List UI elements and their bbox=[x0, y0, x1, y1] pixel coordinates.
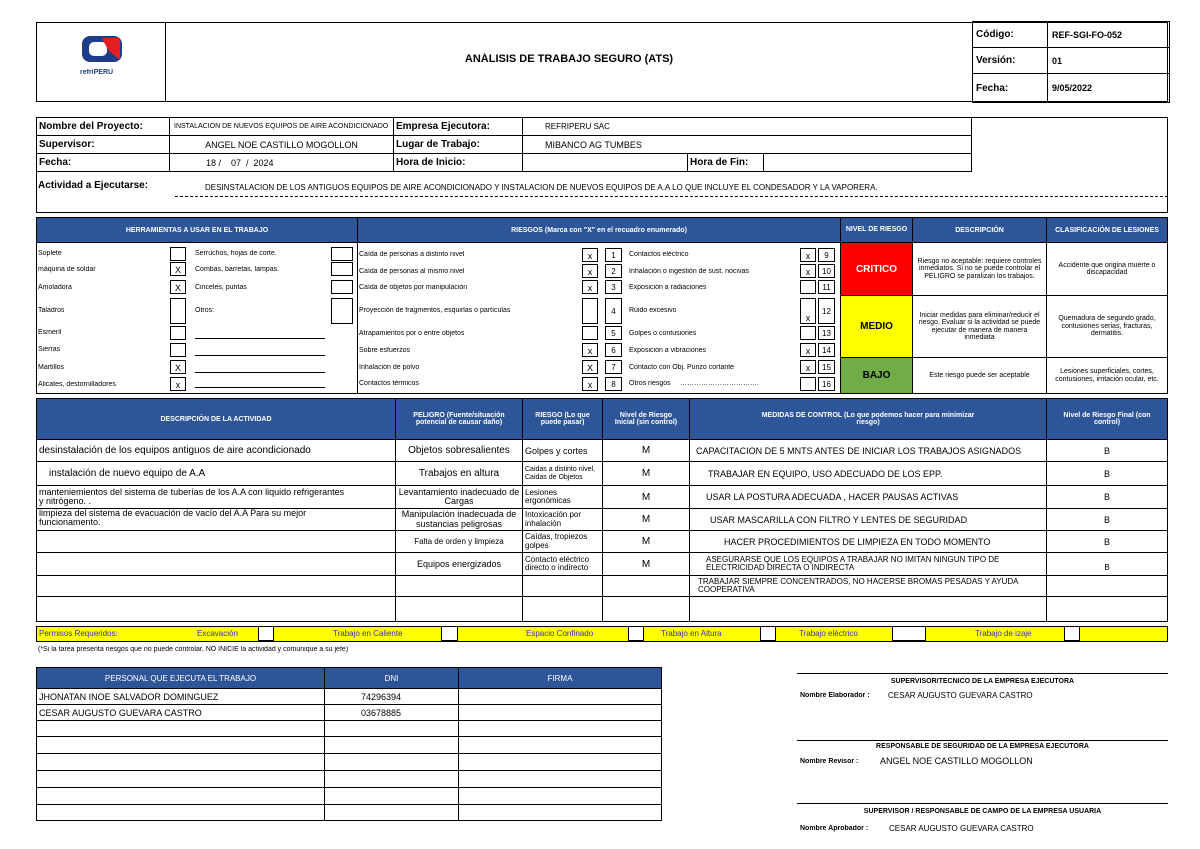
risk-label: Golpes o contusiones bbox=[629, 330, 697, 337]
risk-label: Inhalación o ingestión de sust. nocivas bbox=[629, 268, 749, 275]
personal-nombre bbox=[36, 720, 325, 737]
personal-dni: 03678885 bbox=[324, 704, 459, 721]
personal-nombre bbox=[36, 787, 325, 805]
activity-peligro: Equipos energizados bbox=[395, 552, 523, 576]
risk-checkbox[interactable]: x bbox=[582, 377, 598, 391]
activity-riesgo bbox=[522, 575, 603, 597]
activity-desc bbox=[36, 530, 396, 553]
activity-riesgo: Intoxicación por inhalación bbox=[522, 508, 603, 531]
activity-nivel-final bbox=[1046, 575, 1168, 597]
tool-checkbox[interactable]: X bbox=[170, 360, 186, 374]
risk-number: 2 bbox=[605, 264, 622, 278]
activity-riesgo: Caídas, tropiezos golpes bbox=[522, 530, 603, 553]
risk-label: Contactos eléctrico bbox=[629, 251, 689, 258]
firma-value: CESAR AUGUSTO GUEVARA CASTRO bbox=[888, 691, 1033, 700]
tool-label: máquina de soldar bbox=[38, 266, 96, 273]
activity-medida: HACER PROCEDIMIENTOS DE LIMPIEZA EN TODO MOMENTO bbox=[689, 530, 1047, 553]
otros-line[interactable] bbox=[195, 387, 325, 388]
fecha-label: Fecha: bbox=[972, 73, 1048, 103]
page-title: ANÁLISIS DE TRABAJO SEGURO (ATS) bbox=[464, 53, 674, 65]
refriperu-logo-icon bbox=[80, 34, 124, 68]
activity-riesgo: Lesiones ergonómicas bbox=[522, 485, 603, 509]
version-label: Versión: bbox=[972, 47, 1048, 74]
personal-nombre bbox=[36, 753, 325, 771]
th-descripcion: DESCRIPCIÓN DE LA ACTIVIDAD bbox=[36, 398, 396, 440]
signature-line[interactable] bbox=[797, 673, 1168, 674]
tool-label: Sierras bbox=[38, 346, 61, 353]
tool-checkbox[interactable] bbox=[170, 247, 186, 261]
risk-number: 11 bbox=[818, 280, 835, 294]
risk-number: 16 bbox=[818, 377, 835, 391]
risk-checkbox[interactable]: x bbox=[800, 298, 816, 324]
firma-title: SUPERVISOR/TÉCNICO DE LA EMPRESA EJECUTORA bbox=[890, 678, 1075, 685]
risk-checkbox[interactable] bbox=[800, 377, 816, 391]
th-nivel-final: Nivel de Riesgo Final (con control) bbox=[1046, 398, 1168, 440]
hora-inicio-label: Hora de Inicio: bbox=[393, 153, 523, 172]
activity-peligro: Trabajos en altura bbox=[395, 461, 523, 486]
activity-medida: ASEGURARSE QUE LOS EQUIPOS A TRABAJAR NO IMITAN NINGUN TIPO DE ELECTRICIDAD DIRECTA O INDIRECTA bbox=[689, 552, 1047, 576]
descripcion-header: DESCRIPCIÓN bbox=[912, 217, 1047, 243]
activity-desc: limpieza del sistema de evacuación de vacío del A.A Para su mejor funcionamento. bbox=[36, 508, 396, 531]
risk-checkbox[interactable]: X bbox=[582, 360, 598, 374]
risk-label: Exposición a vibraciones bbox=[629, 347, 707, 354]
nivel-critico-desc: Riesgo no aceptable: requiere controles inmediatos. Si no se puede controlar el PELIGRO se paralizan los trabajos. bbox=[912, 242, 1047, 296]
tool-label: Esmeril bbox=[38, 329, 62, 336]
spacer-cell bbox=[522, 596, 603, 622]
risk-number: 1 bbox=[605, 248, 622, 262]
codigo-label: Código: bbox=[972, 21, 1048, 48]
proyecto-label: Nombre del Proyecto: bbox=[36, 117, 170, 136]
tool-label: Taladros bbox=[38, 307, 65, 314]
permiso-confinado-checkbox[interactable] bbox=[628, 626, 644, 641]
risk-number: 13 bbox=[818, 326, 835, 340]
codigo-value: REF-SGI-FO-052 bbox=[1047, 21, 1170, 48]
th-firma: FIRMA bbox=[458, 667, 662, 689]
activity-nivel-final: B bbox=[1046, 461, 1168, 486]
risk-label: Caída de objetos por manipulación bbox=[359, 284, 468, 291]
tool-checkbox[interactable] bbox=[331, 298, 353, 324]
fecha-proj-value: 18 / 07 / 2024 bbox=[169, 153, 394, 172]
nivel-bajo-desc: Este riesgo puede ser aceptable bbox=[912, 357, 1047, 394]
risk-checkbox[interactable] bbox=[800, 326, 816, 340]
risk-number: 9 bbox=[818, 248, 835, 262]
nivel-medio-desc: Iniciar medidas para eliminar/reducir el riesgo. Evaluar si la actividad se puede ejecutar de manera de manera inmediata bbox=[912, 295, 1047, 358]
empresa-label: Empresa Ejecutora: bbox=[393, 117, 523, 136]
th-medidas: MEDIDAS DE CONTROL (Lo que podemos hacer para minimizar riesgo) bbox=[689, 398, 1047, 440]
signature-line[interactable] bbox=[797, 803, 1168, 804]
spacer-cell bbox=[36, 596, 396, 622]
personal-firma[interactable] bbox=[458, 704, 662, 721]
personal-firma[interactable] bbox=[458, 753, 662, 771]
tool-checkbox[interactable] bbox=[331, 262, 353, 276]
supervisor-label: Supervisor: bbox=[36, 135, 170, 154]
actividad-value: DESINSTALACION DE LOS ANTIGUOS EQUIPOS DE AIRE ACONDICIONADO Y INSTALACION DE NUEVOS EQUIPOS DE A.A LO QUE INCLUYE EL CONDESADOR Y LA VAPORERA. bbox=[205, 183, 878, 192]
risk-number: 6 bbox=[605, 343, 622, 357]
proyecto-value: INSTALACION DE NUEVOS EQUIPOS DE AIRE ACONDICIONADO bbox=[169, 117, 394, 136]
nivel-medio-clas: Quemadura de segundo grado, contusiones serias, fracturas, dermatitis. bbox=[1046, 295, 1168, 358]
personal-dni bbox=[324, 770, 459, 788]
tool-label: Amoladora bbox=[38, 284, 72, 291]
personal-nombre bbox=[36, 770, 325, 788]
activity-nivel-final: B bbox=[1046, 508, 1168, 531]
activity-nivel-inicial: M bbox=[602, 552, 690, 576]
permiso-excavacion-checkbox[interactable] bbox=[258, 626, 274, 641]
activity-riesgo: Contacto eléctrico directo o indirecto bbox=[522, 552, 603, 576]
activity-peligro: Manipulación inadecuada de sustancias peligrosas bbox=[395, 508, 523, 531]
risk-checkbox[interactable]: x bbox=[582, 343, 598, 357]
permisos-label: Permisos Requeridos: bbox=[39, 629, 118, 638]
permisos-bar bbox=[36, 626, 1168, 642]
personal-nombre bbox=[36, 804, 325, 821]
risk-label: Exposición a radiaciones bbox=[629, 284, 707, 291]
spacer-cell bbox=[1046, 596, 1168, 622]
risk-checkbox[interactable]: x bbox=[800, 264, 816, 278]
activity-desc bbox=[36, 552, 396, 576]
personal-nombre bbox=[36, 736, 325, 754]
personal-firma[interactable] bbox=[458, 720, 662, 737]
activity-nivel-final: B bbox=[1046, 530, 1168, 553]
personal-dni bbox=[324, 804, 459, 821]
fecha-value: 9/05/2022 bbox=[1047, 73, 1170, 103]
spacer-cell bbox=[689, 596, 1047, 622]
actividad-dashline bbox=[175, 196, 1168, 197]
personal-dni bbox=[324, 753, 459, 771]
lugar-label: Lugar de Trabajo: bbox=[393, 135, 523, 154]
risk-number: 3 bbox=[605, 280, 622, 294]
firma-value: ANGEL NOE CASTILLO MOGOLLON bbox=[880, 756, 1033, 766]
tool-label: Combas, barretas, lampas. bbox=[195, 266, 280, 273]
risk-label: Caída de personas a distinto nivel bbox=[359, 251, 465, 258]
activity-peligro: Levantamiento inadecuado de Cargas bbox=[395, 485, 523, 509]
otros-line[interactable] bbox=[195, 372, 325, 373]
activity-medida: TRABAJAR SIEMPRE CONCENTRADOS, NO HACERSE BROMAS PESADAS Y AYUDA COOPERATIVA bbox=[689, 575, 1047, 597]
activity-nivel-inicial: M bbox=[602, 461, 690, 486]
activity-medida: TRABAJAR EN EQUIPO, USO ADECUADO DE LOS EPP. bbox=[689, 461, 1047, 486]
logo-text: refriPERU bbox=[80, 69, 114, 76]
lugar-value: MIBANCO AG TUMBES bbox=[522, 135, 972, 154]
nivel-bajo-clas: Lesiones superficiales, cortes, contusiones, irritación ocular, etc. bbox=[1046, 357, 1168, 394]
tool-checkbox[interactable] bbox=[170, 343, 186, 357]
risk-dots: ……………………………. bbox=[680, 380, 759, 387]
risk-number: 12 bbox=[818, 298, 835, 324]
tool-checkbox[interactable] bbox=[331, 280, 353, 294]
th-personal: PERSONAL QUE EJECUTA EL TRABAJO bbox=[36, 667, 325, 689]
activity-medida: CAPACITACION DE 5 MNTS ANTES DE INICIAR LOS TRABAJOS ASIGNADOS bbox=[689, 439, 1047, 462]
risk-number: 7 bbox=[605, 360, 622, 374]
hora-inicio-value[interactable] bbox=[522, 153, 688, 172]
nivel-medio-badge: MEDIO bbox=[840, 295, 913, 358]
risk-number: 8 bbox=[605, 377, 622, 391]
firma-value: CESAR AUGUSTO GUEVARA CASTRO bbox=[889, 824, 1034, 833]
herramientas-divider bbox=[357, 242, 358, 394]
personal-nombre: CESAR AUGUSTO GUEVARA CASTRO bbox=[36, 704, 325, 721]
personal-dni bbox=[324, 787, 459, 805]
risk-checkbox[interactable]: x bbox=[800, 343, 816, 357]
tool-checkbox[interactable] bbox=[170, 298, 186, 324]
risk-label: Otros riesgos bbox=[629, 380, 671, 387]
permiso-caliente-label: Trabajo en Caliente bbox=[333, 629, 403, 638]
personal-firma[interactable] bbox=[458, 736, 662, 754]
activity-nivel-final: B bbox=[1046, 439, 1168, 462]
permiso-altura-label: Trabajo en Altura bbox=[661, 629, 722, 638]
tool-checkbox[interactable]: x bbox=[170, 377, 186, 391]
personal-firma[interactable] bbox=[458, 787, 662, 805]
riesgos-header bbox=[357, 217, 841, 243]
risk-label: Atrapamientos por o entre objetos bbox=[359, 330, 465, 337]
risk-label: Contactos térmicos bbox=[359, 380, 419, 387]
nivel-header: NIVEL DE RIESGO bbox=[840, 217, 913, 243]
tool-label: Alicates, destornilladores bbox=[38, 381, 116, 388]
activity-riesgo: Golpes y cortes bbox=[522, 439, 603, 462]
supervisor-value: ANGEL NOE CASTILLO MOGOLLON bbox=[169, 135, 394, 154]
risk-number: 15 bbox=[818, 360, 835, 374]
tool-label: Serruchos, hojas de corte. bbox=[195, 250, 277, 257]
activity-peligro bbox=[395, 575, 523, 597]
activity-nivel-final: B bbox=[1046, 485, 1168, 509]
fecha-proj-label: Fecha: bbox=[36, 153, 170, 172]
spacer-cell bbox=[602, 596, 690, 622]
firma-label: Nombre Aprobador : bbox=[800, 825, 869, 832]
firma-title: SUPERVISOR / RESPONSABLE DE CAMPO DE LA EMPRESA USUARIA bbox=[863, 808, 1102, 815]
activity-nivel-inicial: M bbox=[602, 485, 690, 509]
personal-nombre: JHONATAN INOE SALVADOR DOMINGUEZ bbox=[36, 688, 325, 705]
risk-label: Caída de personas al mismo nivel bbox=[359, 268, 465, 275]
risk-checkbox[interactable] bbox=[800, 280, 816, 294]
version-value: 01 bbox=[1047, 47, 1170, 74]
tool-checkbox[interactable]: X bbox=[170, 280, 186, 294]
risk-checkbox[interactable] bbox=[582, 298, 598, 324]
herramientas-header: HERRAMIENTAS A USAR EN EL TRABAJO bbox=[36, 217, 358, 243]
risk-label: Inhalación de polvo bbox=[359, 364, 420, 371]
permiso-altura-checkbox[interactable] bbox=[760, 626, 776, 641]
permiso-electrico-checkbox[interactable] bbox=[892, 626, 926, 641]
header-logo-cell bbox=[36, 22, 166, 102]
risk-number: 4 bbox=[605, 298, 622, 324]
risk-checkbox[interactable]: x bbox=[582, 264, 598, 278]
clasificacion-header: CLASIFICACIÓN DE LESIONES bbox=[1046, 217, 1168, 243]
activity-peligro: Falta de orden y limpieza bbox=[395, 530, 523, 553]
risk-number: 14 bbox=[818, 343, 835, 357]
activity-desc bbox=[36, 575, 396, 597]
risk-checkbox[interactable]: x bbox=[800, 360, 816, 374]
risk-checkbox[interactable]: x bbox=[800, 248, 816, 262]
activity-riesgo: Caidas a distinto nivel, Caidas de Objetos bbox=[522, 461, 603, 486]
personal-firma[interactable] bbox=[458, 770, 662, 788]
activity-desc: desinstalación de los equipos antiguos de aire acondicionado bbox=[36, 439, 396, 462]
empresa-value: REFRIPERU SAC bbox=[522, 117, 972, 136]
risk-label: Sobre esfuerzos bbox=[359, 347, 410, 354]
personal-firma[interactable] bbox=[458, 688, 662, 705]
permiso-electrico-label: Trabajo eléctrico bbox=[799, 629, 858, 638]
activity-desc: instalación de nuevo equipo de A.A bbox=[36, 461, 396, 486]
activity-medida: USAR MASCARILLA CON FILTRO Y LENTES DE SEGURIDAD bbox=[689, 508, 1047, 531]
otros-line[interactable] bbox=[195, 355, 325, 356]
personal-dni bbox=[324, 736, 459, 754]
activity-nivel-inicial: M bbox=[602, 439, 690, 462]
th-riesgo: RIESGO (Lo que puede pasar) bbox=[522, 398, 603, 440]
nivel-critico-badge: CRITICO bbox=[840, 242, 913, 296]
firma-label: Nombre Elaborador : bbox=[800, 692, 870, 699]
risk-label: Contacto con Obj. Punzo cortante bbox=[629, 364, 735, 371]
permiso-confinado-label: Espacio Confinado bbox=[526, 629, 594, 638]
header-meta bbox=[972, 22, 1168, 102]
personal-firma[interactable] bbox=[458, 804, 662, 821]
personal-dni: 74296394 bbox=[324, 688, 459, 705]
risk-number: 5 bbox=[605, 326, 622, 340]
tool-label: Martillos bbox=[38, 364, 65, 371]
permiso-izaje-label: Trabajo de izaje bbox=[975, 629, 1032, 638]
tool-label: Otros: bbox=[195, 307, 215, 314]
activity-nivel-final: B bbox=[1046, 552, 1168, 576]
riesgos-title: RIESGOS (Marca con "X" en el recuadro enumerado) bbox=[511, 226, 687, 234]
risk-label: Proyección de fragmentos, esquirlas o partículas bbox=[359, 307, 511, 314]
permisos-note: (*Si la tarea presenta riesgos que no puede controlar, NO INICIE la actividad y comunique a su jefe) bbox=[38, 646, 349, 653]
hora-fin-label: Hora de Fin: bbox=[687, 153, 764, 172]
hora-fin-value[interactable] bbox=[763, 153, 972, 172]
risk-checkbox[interactable]: x bbox=[582, 248, 598, 262]
firma-label: Nombre Revisor : bbox=[800, 758, 859, 765]
nivel-bajo-badge: BAJO bbox=[840, 357, 913, 394]
signature-line[interactable] bbox=[797, 740, 1168, 741]
permiso-caliente-checkbox[interactable] bbox=[441, 626, 458, 641]
firma-title: RESPONSABLE DE SEGURIDAD DE LA EMPRESA EJECUTORA bbox=[876, 743, 1089, 750]
tool-checkbox[interactable] bbox=[170, 326, 186, 340]
tool-checkbox[interactable] bbox=[331, 247, 353, 261]
activity-peligro: Objetos sobresalientes bbox=[395, 439, 523, 462]
risk-checkbox[interactable]: x bbox=[582, 280, 598, 294]
activity-nivel-inicial bbox=[602, 575, 690, 597]
risk-checkbox[interactable] bbox=[582, 326, 598, 340]
th-nivel-inicial: Nivel de Riesgo Inicial (sin control) bbox=[602, 398, 690, 440]
activity-nivel-inicial: M bbox=[602, 508, 690, 531]
risk-number: 10 bbox=[818, 264, 835, 278]
activity-medida: USAR LA POSTURA ADECUADA , HACER PAUSAS ACTIVAS bbox=[689, 485, 1047, 509]
permiso-izaje-checkbox[interactable] bbox=[1064, 626, 1080, 641]
permiso-excavacion-label: Excavación bbox=[197, 629, 238, 638]
spacer-cell bbox=[395, 596, 523, 622]
th-peligro: PELIGRO (Fuente/situación potencial de causar daño) bbox=[395, 398, 523, 440]
activity-nivel-inicial: M bbox=[602, 530, 690, 553]
tool-checkbox[interactable]: X bbox=[170, 262, 186, 276]
activity-desc: manteniemientos del sistema de tuberías de los A.A con liquido refrigerantes y nitrógeno. . bbox=[36, 485, 396, 509]
right-blank bbox=[971, 117, 1168, 172]
personal-dni bbox=[324, 720, 459, 737]
risk-label: Ruido excesivo bbox=[629, 307, 677, 314]
actividad-label: Actividad a Ejecutarse: bbox=[38, 180, 149, 191]
tool-label: Soplete bbox=[38, 250, 62, 257]
tool-label: Cinceles, puntas bbox=[195, 284, 247, 291]
nivel-critico-clas: Accidente que origina muerte o discapacidad bbox=[1046, 242, 1168, 296]
otros-line[interactable] bbox=[195, 338, 325, 339]
th-dni: DNI bbox=[324, 667, 459, 689]
